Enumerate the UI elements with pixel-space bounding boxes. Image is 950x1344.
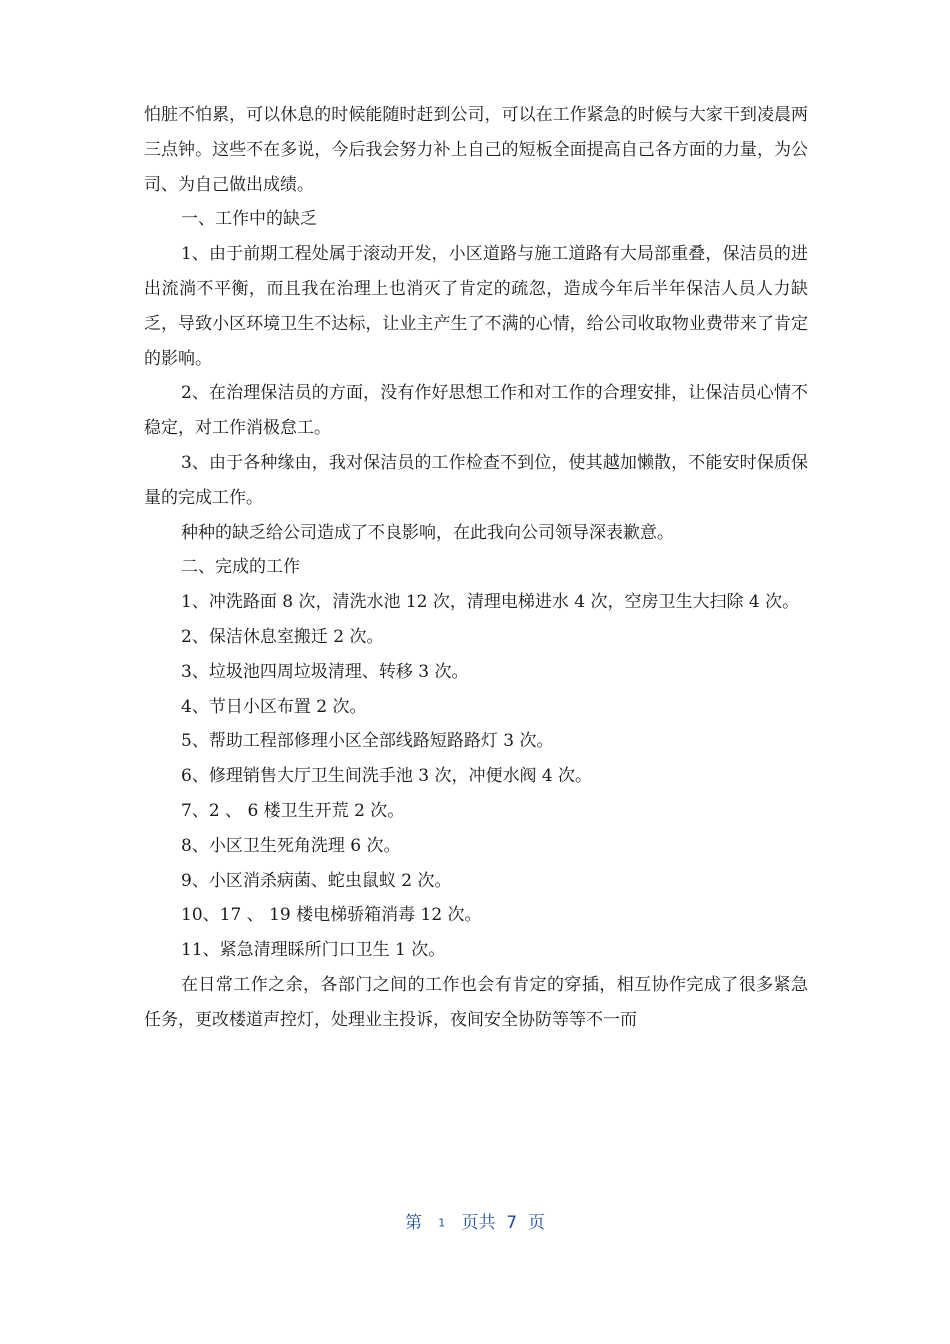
list-item: 10、17 、 19 楼电梯骄箱消毒 12 次。 bbox=[181, 905, 482, 926]
list-item: 4、节日小区布置 2 次。 bbox=[181, 696, 367, 717]
body-text bbox=[144, 98, 808, 1038]
list-item: 3、垃圾池四周垃圾清理、转移 3 次。 bbox=[181, 661, 469, 682]
list-item: 6、修理销售大厅卫生间洗手池 3 次，冲便水阀 4 次。 bbox=[181, 766, 593, 787]
list-item: 2、保洁休息室搬迁 2 次。 bbox=[181, 626, 384, 647]
section-heading-completed-work: 二、完成的工作 bbox=[181, 557, 300, 578]
list-item: 1、冲洗路面 8 次，清洗水池 12 次，清理电梯进水 4 次，空房卫生大扫除 4 次。 bbox=[181, 592, 800, 613]
footer-prefix: 第 bbox=[405, 1213, 423, 1233]
paragraph: 种种的缺乏给公司造成了不良影响，在此我向公司领导深表歉意。 bbox=[181, 522, 674, 543]
paragraph: 2、在治理保洁员的方面，没有作好思想工作和对工作的合理安排，让保洁员心情不稳定，对工作消极怠工。 bbox=[144, 383, 808, 439]
list-item: 9、小区消杀病菌、蛇虫鼠蚁 2 次。 bbox=[181, 870, 452, 891]
footer-middle: 页共 bbox=[461, 1213, 496, 1233]
list-item: 8、小区卫生死角洗理 6 次。 bbox=[181, 835, 401, 856]
section-heading-shortcomings: 一、工作中的缺乏 bbox=[181, 209, 317, 230]
footer-suffix: 页 bbox=[527, 1213, 545, 1233]
page-number: 1 bbox=[438, 1216, 446, 1230]
paragraph: 1、由于前期工程处属于滚动开发，小区道路与施工道路有大局部重叠，保洁员的进出流淌不平衡，而且我在治理上也消灭了肯定的疏忽，造成今年后半年保洁人员人力缺乏，导致小区环境卫生不达标，让业主产生了不满的心情，给公司收取物业费带来了肯定的影响。 bbox=[144, 244, 808, 369]
list-item: 5、帮助工程部修理小区全部线路短路路灯 3 次。 bbox=[181, 731, 554, 752]
total-pages: 7 bbox=[506, 1213, 518, 1233]
paragraph: 3、由于各种缘由，我对保洁员的工作检查不到位，使其越加懒散，不能安时保质保量的完成工作。 bbox=[144, 452, 808, 508]
list-item: 11、紧急清理睬所门口卫生 1 次。 bbox=[181, 940, 446, 961]
paragraph: 在日常工作之余，各部门之间的工作也会有肯定的穿插，相互协作完成了很多紧急任务，更改楼道声控灯，处理业主投诉，夜间安全协防等等不一而 bbox=[144, 974, 808, 1030]
list-item: 7、2 、 6 楼卫生开荒 2 次。 bbox=[181, 800, 405, 821]
page-footer bbox=[0, 1208, 950, 1233]
paragraph: 怕脏不怕累，可以休息的时候能随时赶到公司，可以在工作紧急的时候与大家干到凌晨两三点钟。这些不在多说，今后我会努力补上自己的短板全面提高自己各方面的力量，为公司、为自己做出成绩。 bbox=[144, 105, 808, 195]
